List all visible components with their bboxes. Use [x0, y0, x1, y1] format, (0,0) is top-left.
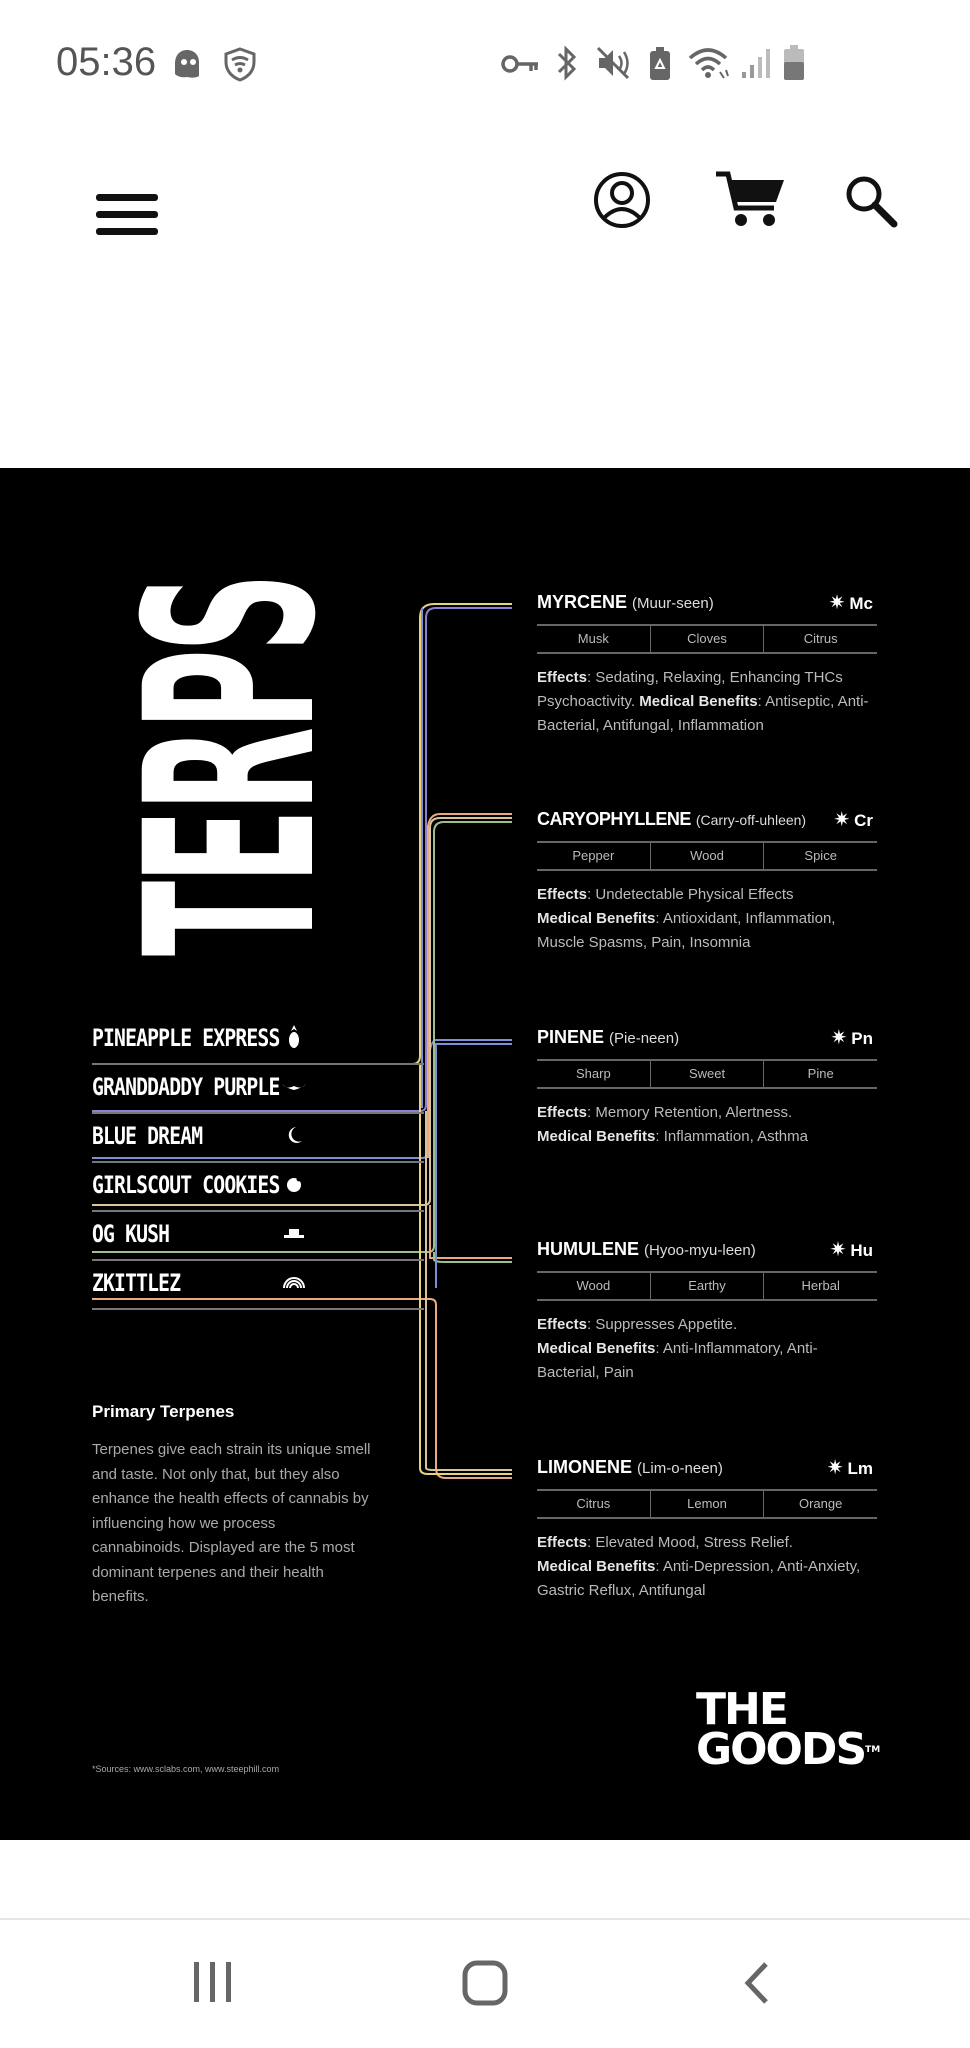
- battery-icon: [782, 44, 806, 82]
- account-icon[interactable]: [592, 170, 652, 230]
- terpene-pronunciation: (Muur-seen): [632, 595, 714, 612]
- terpene-caryophyllene: [537, 805, 877, 955]
- strain-list: [92, 1016, 424, 1310]
- terpene-description: Effects: Sedating, Relaxing, Enhancing THCs Psychoactivity. Medical Benefits: Antiseptic, Anti-Bacterial, Antifungal, Inflammation: [537, 669, 869, 734]
- cannabis-leaf-icon: ✷: [826, 1457, 844, 1479]
- ghost-icon: [172, 48, 202, 80]
- primary-terpenes-title: Primary Terpenes: [92, 1402, 235, 1421]
- sources-note: *Sources: www.sclabs.com, www.steephill.com: [92, 1764, 280, 1774]
- terpene-description: Effects: Undetectable Physical Effects Medical Benefits: Antioxidant, Inflammation, Muscle Spasms, Pain, Insomnia: [537, 886, 836, 951]
- strain-name: PINEAPPLE EXPRESS: [92, 1024, 280, 1052]
- search-icon[interactable]: [842, 172, 898, 228]
- terpene-symbol: Lm: [847, 1459, 873, 1478]
- aroma-note: Citrus: [576, 1496, 611, 1511]
- the-goods-logo: THE GOODS™: [696, 1684, 881, 1775]
- terpene-description: Effects: Elevated Mood, Stress Relief. Medical Benefits: Anti-Depression, Anti-Anxiety, Gastric Reflux, Antifungal: [537, 1534, 861, 1599]
- recent-apps-icon[interactable]: [190, 1960, 236, 2004]
- strain-name: GIRLSCOUT COOKIES: [92, 1171, 280, 1199]
- aroma-notes: [537, 841, 877, 871]
- cannabis-leaf-icon: ✷: [830, 1027, 848, 1049]
- aroma-note: Earthy: [650, 1273, 764, 1299]
- terpene-pronunciation: (Pie-neen): [609, 1030, 680, 1047]
- terps-title-text: TERPS: [94, 452, 368, 956]
- key-icon: [500, 50, 540, 78]
- aroma-notes: [537, 1271, 877, 1301]
- aroma-note: Cloves: [650, 626, 764, 652]
- aroma-notes: [537, 1059, 877, 1089]
- rainbow-icon: [280, 1270, 308, 1294]
- strain-name: BLUE DREAM: [92, 1122, 203, 1150]
- terps-title: [88, 452, 368, 956]
- strain-row: [92, 1163, 424, 1212]
- aroma-note: Wood: [650, 843, 764, 869]
- cart-icon[interactable]: [714, 168, 786, 232]
- terpene-name: CARYOPHYLLENE: [537, 809, 691, 829]
- aroma-note: Sharp: [575, 1066, 611, 1081]
- terpene-limonene: [537, 1453, 877, 1603]
- strain-row: [92, 1261, 424, 1310]
- terpene-name: MYRCENE: [537, 592, 628, 612]
- cannabis-leaf-icon: ✷: [833, 809, 851, 831]
- terpene-symbol: Pn: [851, 1029, 873, 1048]
- home-icon[interactable]: [462, 1960, 508, 2006]
- terps-poster-image: [0, 452, 970, 1840]
- strain-name: GRANDDADDY PURPLE: [92, 1073, 280, 1101]
- cookie-icon: [280, 1172, 308, 1196]
- wifi-icon: [686, 44, 730, 80]
- aroma-notes: [537, 624, 877, 654]
- terpene-pronunciation: (Hyoo-myu-leen): [644, 1242, 756, 1259]
- terpene-name: PINENE: [537, 1027, 605, 1047]
- terpene-name: HUMULENE: [537, 1239, 639, 1259]
- mustache-icon: [280, 1074, 308, 1098]
- terpene-symbol: Hu: [850, 1241, 873, 1260]
- bluetooth-icon: [554, 44, 580, 82]
- primary-terpenes-text: Terpenes give each strain its unique smell and taste. Not only that, but they also enhance the health effects of cannabis by influencing how we process cannabinoids. Displayed are the 5 most dominant terpenes and their health benefits.: [92, 1441, 371, 1605]
- aroma-note: Musk: [577, 631, 609, 646]
- strain-name: ZKITTLEZ: [92, 1269, 181, 1297]
- aroma-note: Wood: [576, 1278, 611, 1293]
- cannabis-leaf-icon: ✷: [829, 1239, 847, 1261]
- strain-row: [92, 1114, 424, 1163]
- status-bar: [0, 0, 970, 120]
- terpene-description: Effects: Memory Retention, Alertness. Medical Benefits: Inflammation, Asthma: [537, 1104, 808, 1145]
- aroma-note: Pepper: [572, 848, 615, 863]
- strain-row: [92, 1212, 424, 1261]
- aroma-note: Sweet: [650, 1061, 764, 1087]
- crescent-moon-icon: [280, 1123, 308, 1147]
- aroma-note: Citrus: [763, 626, 877, 652]
- terpene-pronunciation: (Lim-o-neen): [637, 1460, 723, 1477]
- pineapple-icon: [280, 1025, 308, 1049]
- back-icon[interactable]: [740, 1960, 772, 2006]
- strain-row: [92, 1065, 424, 1114]
- vpn-shield-icon: [222, 46, 258, 82]
- hamburger-menu-icon[interactable]: [96, 194, 158, 240]
- terpene-description: Effects: Suppresses Appetite. Medical Benefits: Anti-Inflammatory, Anti-Bacterial, Pain: [537, 1316, 818, 1381]
- aroma-notes: [537, 1489, 877, 1519]
- terpene-symbol: Mc: [849, 594, 873, 613]
- status-time: 05:36: [56, 40, 157, 84]
- aroma-note: Lemon: [650, 1491, 764, 1517]
- bottom-divider: [0, 1918, 970, 1920]
- aroma-note: Pine: [763, 1061, 877, 1087]
- aroma-note: Spice: [763, 843, 877, 869]
- hat-icon: [280, 1221, 308, 1245]
- terpene-pronunciation: (Carry-off-uhleen): [695, 812, 807, 828]
- battery-saver-icon: [648, 46, 672, 82]
- terpene-symbol: Cr: [854, 811, 873, 830]
- strain-name: OG KUSH: [92, 1220, 170, 1248]
- terpene-humulene: [537, 1235, 877, 1385]
- cannabis-leaf-icon: ✷: [828, 592, 846, 614]
- aroma-note: Orange: [763, 1491, 877, 1517]
- terpene-pinene: [537, 1023, 877, 1149]
- terpene-myrcene: [537, 588, 877, 738]
- aroma-note: Herbal: [763, 1273, 877, 1299]
- cell-signal-icon: [740, 46, 772, 80]
- mute-icon: [596, 46, 632, 80]
- strain-row: [92, 1016, 424, 1065]
- terpene-name: LIMONENE: [537, 1457, 633, 1477]
